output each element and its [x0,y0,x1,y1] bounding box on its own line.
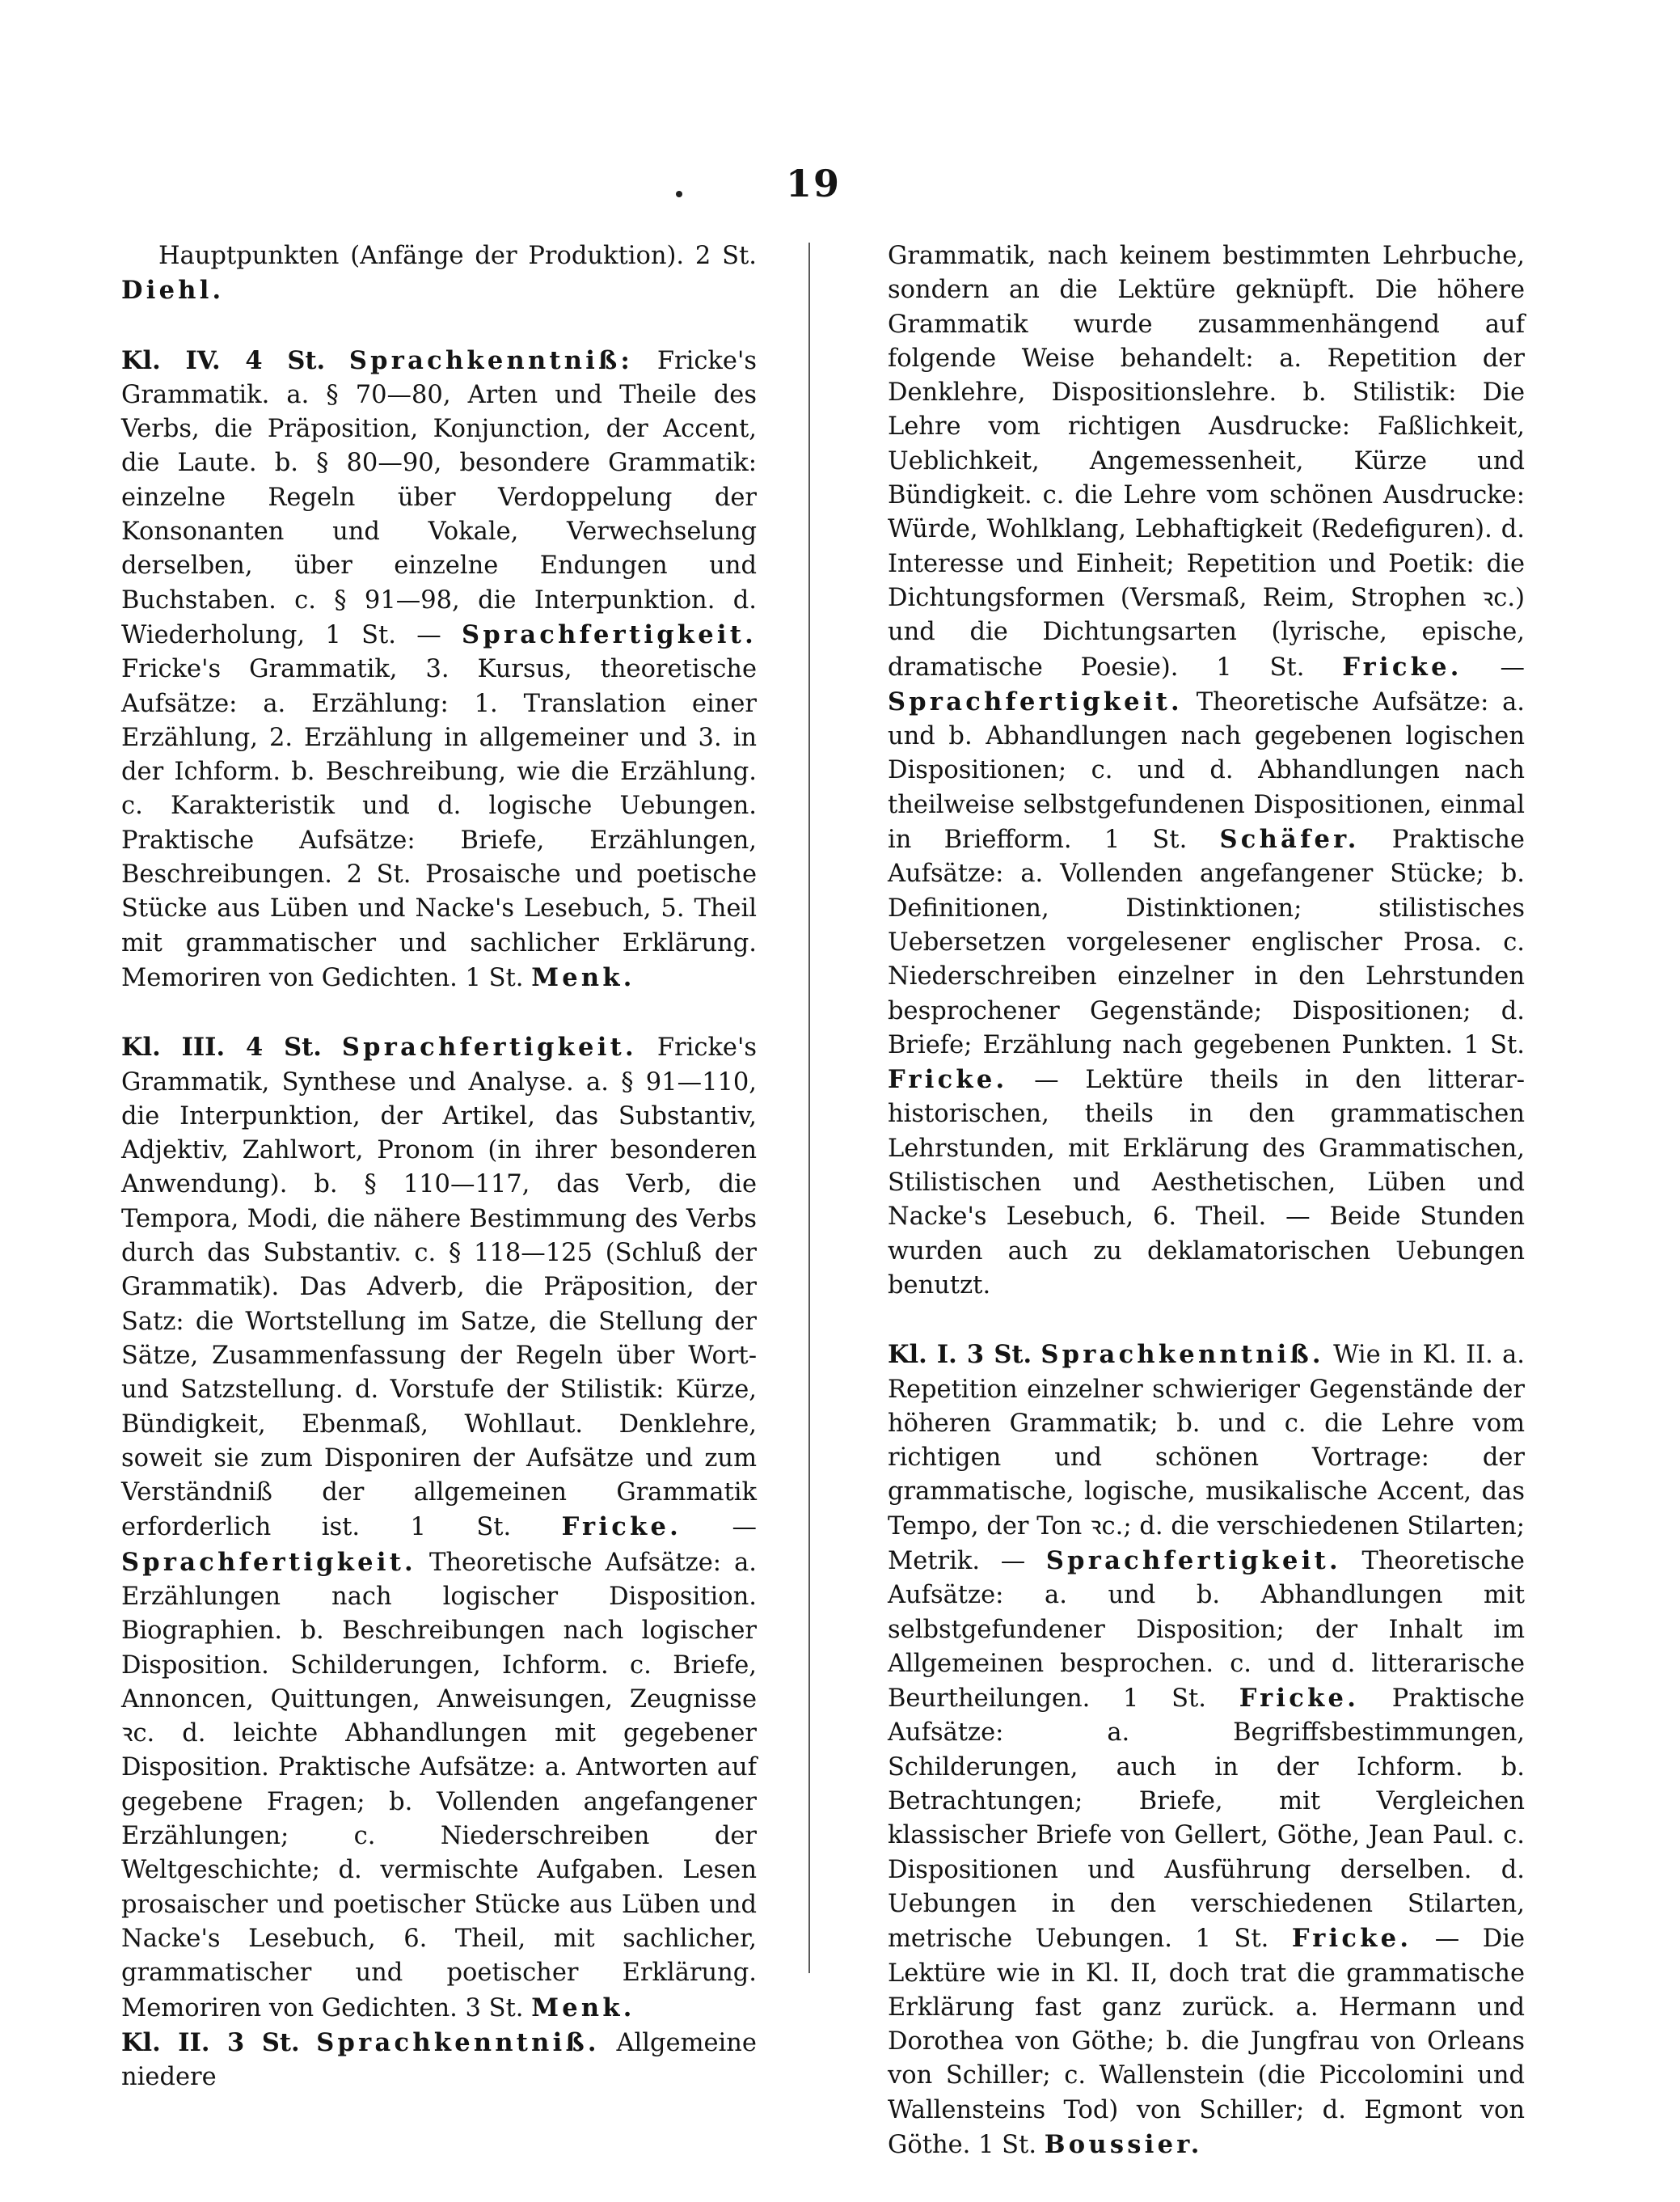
kl2-body-4: — Lektüre theils in den litterar-historischen, theils in den grammatischen Lehrstunden, mit Erklärung des Grammatischen, Stilistischen und Aesthetischen, Lüben und Nacke's Lesebuch, 6. Theil. — Beide Stunden wurden auch zu deklamatorischen Uebungen benutzt. [888,1066,1525,1300]
kl1-teacher-2: Fricke. [1239,1684,1360,1714]
kl1-body-3: Praktische Aufsätze: a. Begriffsbestimmungen, Schilderungen, auch in der Ichform. b. Betrachtungen; Briefe, mit Vergleichen klassischer Briefe von Gellert, Göthe, Jean Paul. c. Dispositionen und Ausführung derselben. d. Uebungen in den verschiedenen Stilarten, metrische Uebungen. 1 St. [888,1684,1525,1954]
kl4-teacher: Menk. [531,962,635,992]
right-column [888,239,1525,2162]
kl3-heading: Kl. III. 4 St. [121,1033,322,1063]
kl1-teacher-4: Boussier. [1044,2130,1203,2160]
kl4-subject-2: Sprachfertigkeit. [462,619,757,649]
section-kl2-continued [888,239,1525,1303]
page-number: 19 [786,162,842,205]
section-kl4 [121,344,757,996]
kl1-body-4: — Die Lektüre wie in Kl. II, doch trat die grammatische Erklärung fast ganz zurück. a. Hermann und Dorothea von Göthe; b. die Jungfrau von Orleans von Schiller; c. Wallenstein (die Piccolomini und Wallensteins Tod) von Schiller; d. Egmont von Göthe. 1 St. [888,1925,1526,2160]
section-kl1 [888,1338,1525,2162]
kl3-teacher-2: Menk. [531,1993,635,2022]
kl2-body-2: Theoretische Aufsätze: a. und b. Abhandlungen nach gegebenen logischen Dispositionen; c. und d. Abhandlungen nach theilweise selbstgefundenen Dispositionen, einmal in Briefform. 1 St. [888,687,1525,855]
kl2-teacher-1: Fricke. [1342,652,1463,682]
kl1-subject-2: Sprachfertigkeit. [1045,1545,1341,1575]
left-column [121,239,757,2094]
kl2-body-3: Praktische Aufsätze: a. Vollenden angefangener Stücke; b. Definitionen, Distinktionen; stilistisches Uebersetzen vorgelesener englischer Prosa. c. Niederschreiben einzelner in den Lehrstunden besprochener Gegenstände; Dispositionen; d. Briefe; Erzählung nach gegebenen Punkten. 1 St. [888,826,1525,1059]
decorative-dot [676,191,682,197]
kl3-subject-2: Sprachfertigkeit. [121,1547,416,1577]
kl3-body-2: Theoretische Aufsätze: a. Erzählungen nach logischer Disposition. Biographien. b. Beschreibungen nach logischer Disposition. Schilderungen, Ichform. c. Briefe, Annoncen, Quittungen, Anweisungen, Zeugnisse ꝛc. d. leichte Abhandlungen mit gegebener Disposition. Praktische Aufsätze: a. Antworten auf gegebene Fragen; b. Vollenden angefangener Erzählungen; c. Niederschreiben der Weltgeschichte; d. vermischte Aufgaben. Lesen prosaischer und poetischer Stücke aus Lüben und Nacke's Lesebuch, 6. Theil, mit sachlicher, grammatischer und poetischer Erklärung. Memoriren von Gedichten. 3 St. [121,1548,757,2022]
kl1-body-1: Wie in Kl. II. a. Repetition einzelner schwieriger Gegenstände der höheren Grammatik; b. und c. die Lehre vom richtigen und schönen Vortrage: der grammatische, logische, musikalische Accent, das Tempo, der Ton ꝛc.; d. die verschiedenen Stilarten; Metrik. — [888,1341,1525,1575]
kl3-subject-1: Sprachfertigkeit. [341,1033,637,1063]
section-kl2-start [121,2026,757,2095]
kl1-teacher-3: Fricke. [1291,1924,1412,1954]
kl3-teacher-1: Fricke. [561,1512,682,1542]
intro-teacher: Diehl. [121,276,225,306]
kl2-body-1: Grammatik, nach keinem bestimmten Lehrbuche, sondern an die Lektüre geknüpft. Die höhere Grammatik wurde zusammenhängend auf folgende Weise behandelt: a. Repetition der Denklehre, Dispositionslehre. b. Stilistik: Die Lehre vom richtigen Ausdrucke: Faßlichkeit, Ueblichkeit, Angemessenheit, Kürze und Bündigkeit. c. die Lehre vom schönen Ausdrucke: Würde, Wohlklang, Lebhaftigkeit (Redefiguren). d. Interesse und Einheit; Repetition und Poetik: die Dichtungsformen (Versmaß, Reim, Strophen ꝛc.) und die Dichtungsarten (lyrische, epische, dramatische Poesie). 1 St. [888,242,1525,682]
kl2-teacher-3: Fricke. [888,1065,1008,1095]
kl2-subject-2: Sprachfertigkeit. [888,687,1183,716]
kl4-body-2: Fricke's Grammatik, 3. Kursus, theoretische Aufsätze: a. Erzählung: 1. Translation einer Erzählung, 2. Erzählung in allgemeiner und 3. in der Ichform. b. Beschreibung, wie die Erzählung. c. Karakteristik und d. logische Uebungen. Praktische Aufsätze: Briefe, Erzählungen, Beschreibungen. 2 St. Prosaische und poetische Stücke aus Lüben und Nacke's Lesebuch, 5. Theil mit grammatischer und sachlicher Erklärung. Memoriren von Gedichten. 1 St. [121,655,757,992]
intro-paragraph [121,239,757,309]
kl1-body-2: Theoretische Aufsätze: a. und b. Abhandlungen mit selbstgefundener Disposition; der Inhalt im Allgemeinen besprochen. c. und d. litterarische Beurtheilungen. 1 St. [888,1546,1525,1714]
kl2-heading: Kl. II. 3 St. [121,2027,300,2057]
kl2-subject-1: Sprachkenntniß. [316,2027,600,2057]
intro-text: Hauptpunkten (Anfänge der Produktion). 2 St. [158,242,757,270]
kl3-body-1: Fricke's Grammatik, Synthese und Analyse. a. § 91—110, die Interpunktion, der Artikel, das Substantiv, Adjektiv, Zahlwort, Pronom (in ihrer besonderen Anwendung). b. § 110—117, das Verb, die Tempora, Modi, die nähere Bestimmung des Verbs durch das Substantiv. c. § 118—125 (Schluß der Grammatik). Das Adverb, die Präposition, der Satz: die Wortstellung im Satze, die Stellung der Sätze, Zusammenfassung der Regeln über Wort- und Satzstellung. d. Vorstufe der Stilistik: Kürze, Bündigkeit, Ebenmaß, Wohllaut. Denklehre, soweit sie zum Disponiren der Aufsätze und zum Verständniß der allgemeinen Grammatik erforderlich ist. 1 St. [121,1033,758,1542]
kl4-heading: Kl. IV. 4 St. [121,345,326,375]
column-divider [808,243,810,1973]
kl2-teacher-2: Schäfer. [1219,825,1360,855]
section-kl3: Kl. III. 4 St. Sprachfertigkeit. Fricke's Grammatik, Synthese und Analyse. a. § 91—110, die Interpunktion, der Artikel, das Substantiv, Adjektiv, Zahlwort, Pronom (in ihrer besonderen Anwendung). b. § 110—117, das Verb, die Tempora, Modi, die nähere Bestimmung des Verbs durch das Substantiv. c. § 118—125 (Schluß der Grammatik). Das Adverb, die Präposition, der Satz: die Wortstellung im Satze, die Stellung der Sätze, Zusammenfassung der Regeln über Wort- und Satzstellung. d. Vorstufe der Stilistik: Kürze, Bündigkeit, Ebenmaß, Wohllaut. Denklehre, soweit sie zum Disponiren der Aufsätze und zum Verständniß der allgemeinen Grammatik erforderlich ist. 1 St. Fricke. — Sprachfertigkeit. Theoretische Aufsätze: a. Erzählungen nach logischer Disposition. Biographien. b. Beschreibungen nach logischer Disposition. Schilderungen, Ichform. c. Briefe, Annoncen, Quittungen, Anweisungen, Zeugnisse ꝛc. d. leichte Abhandlungen mit gegebener Disposition. Praktische Aufsätze: a. Antworten auf gegebene Fragen; b. Vollenden angefangener Erzählungen; c. Niederschreiben der Weltgeschichte; d. vermischte Aufgaben. Lesen prosaischer und poetischer Stücke aus Lüben und Nacke's Lesebuch, 6. Theil, mit sachlicher, grammatischer und poetischer Erklärung. Memoriren von Gedichten. 3 St. Menk. [121,1033,758,2022]
kl4-body-1: Fricke's Grammatik. a. § 70—80, Arten und Theile des Verbs, die Präposition, Konjunction, der Accent, die Laute. b. § 80—90, besondere Grammatik: einzelne Regeln über Verdoppelung der Konsonanten und Vokale, Verwechselung derselben, über einzelne Endungen und Buchstaben. c. § 91—98, die Interpunktion. d. Wiederholung, 1 St. — [121,346,757,649]
kl2-separator: — [1500,653,1525,682]
kl1-heading: Kl. I. 3 St. [888,1340,1032,1370]
kl1-subject-1: Sprachkenntniß. [1041,1340,1324,1370]
kl4-subject-1: Sprachkenntniß: [348,345,634,375]
kl2-body-start: Allgemeine niedere [121,2028,757,2092]
